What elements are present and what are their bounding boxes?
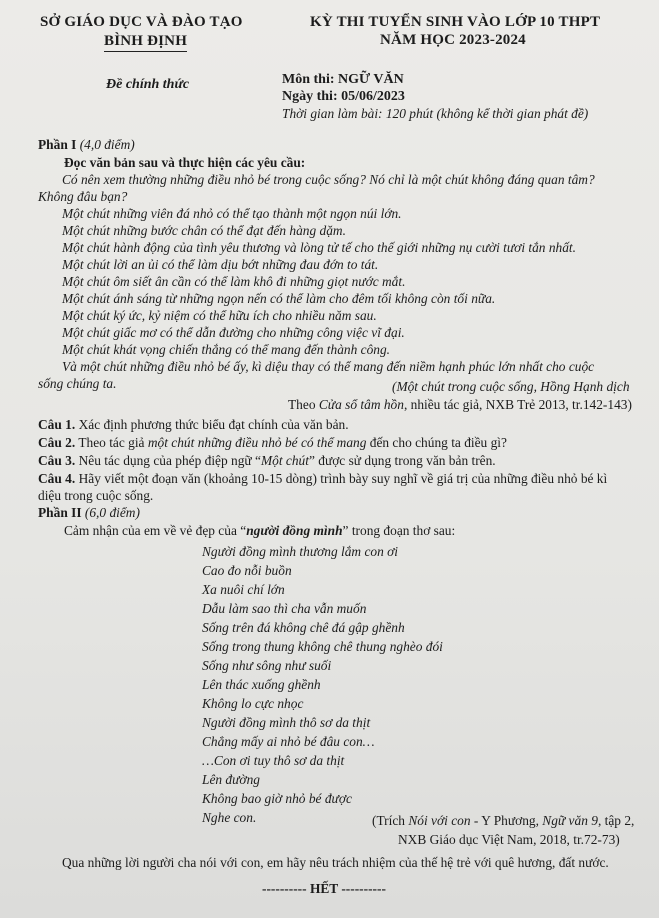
citation-book: Ngữ văn 9 [542, 813, 598, 828]
passage-line: Một chút những viên đá nhỏ có thể tạo thành một ngọn núi lớn. [62, 206, 402, 221]
question-text: Theo tác giả [78, 435, 148, 450]
part2-title: Phần II [38, 505, 82, 520]
source-details: , nhiều tác giả, NXB Trẻ 2013, tr.142-143) [403, 397, 632, 412]
part1-heading [38, 136, 135, 153]
exam-title: KỲ THI TUYỂN SINH VÀO LỚP 10 THPT [310, 14, 601, 30]
passage-line: Một chút hành động của tình yêu thương và lòng tử tế cho thế giới những nụ cười tươi tắn nhất. [62, 240, 576, 255]
question-label: Câu 2. [38, 435, 76, 450]
prompt-text: ” trong đoạn thơ sau: [342, 523, 456, 538]
subject-line: Môn thi: NGỮ VĂN [282, 72, 404, 87]
part1-instruction: Đọc văn bản sau và thực hiện các yêu cầu: [64, 155, 306, 170]
question-4 [38, 470, 607, 487]
poem-line: Người đồng mình thô sơ da thịt [202, 715, 371, 730]
part2-heading [38, 504, 140, 521]
poem-line: Nghe con. [202, 810, 257, 825]
passage-line: Một chút những bước chân có thể đạt đến hàng dặm. [62, 223, 346, 238]
citation-line-1 [372, 812, 634, 829]
question-text: ” được sử dụng trong văn bản trên. [308, 453, 496, 468]
passage-line: Một chút lời an ủi có thể làm dịu bớt những đau đớn to tát. [62, 257, 379, 272]
question-3 [38, 452, 496, 469]
question-text: đến cho chúng ta điều gì? [366, 435, 507, 450]
poem-line: Sống trên đá không chê đá gập ghềnh [202, 620, 405, 635]
poem-line: Sống như sông như suối [202, 658, 332, 673]
poem-line: Cao đo nỗi buồn [202, 563, 292, 578]
question-4-continued: diệu trong cuộc sống. [38, 488, 154, 503]
passage-end-1: Và một chút những điều nhỏ bé ấy, kì diệu thay có thể mang đến niềm hạnh phúc lớn nhất cho cuộc [62, 359, 595, 374]
official-label: Đề chính thức [106, 77, 190, 92]
question-emphasis: một chút những điều nhỏ bé có thể mang [147, 435, 367, 450]
passage-intro-1: Có nên xem thường những điều nhỏ bé trong cuộc sống? Nó chỉ là một chút không đáng quan tâm? [62, 172, 595, 187]
question-label: Câu 1. [38, 417, 76, 432]
passage-intro-2: Không đâu bạn? [38, 189, 128, 204]
prompt-emphasis: người đồng mình [246, 523, 343, 538]
passage-line: Một chút khát vọng chiến thắng có thể mang đến thành công. [62, 342, 390, 357]
citation-text: - Y Phương, [470, 813, 543, 828]
school-year: NĂM HỌC 2023-2024 [380, 32, 526, 48]
poem-line: Lên đường [202, 772, 260, 787]
citation-line-2: NXB Giáo dục Việt Nam, 2018, tr.72-73) [398, 832, 620, 847]
question-2 [38, 434, 507, 451]
citation-text: , tập 2, [597, 813, 635, 828]
poem-line: Xa nuôi chí lớn [202, 582, 285, 597]
poem-line: …Con ơi tuy thô sơ da thịt [202, 753, 345, 768]
passage-end-2: sống chúng ta. [38, 376, 117, 391]
final-question: Qua những lời người cha nói với con, em hãy nêu trách nhiệm của thế hệ trẻ với quê hương, đất nước. [62, 855, 609, 870]
poem-line: Dẫu làm sao thì cha vẫn muốn [202, 601, 367, 616]
department-line-1: SỞ GIÁO DỤC VÀ ĐÀO TẠO [40, 14, 243, 30]
poem-line: Không bao giờ nhỏ bé được [202, 791, 352, 806]
citation-title: Nói với con [408, 813, 471, 828]
question-label: Câu 4. [38, 471, 76, 486]
end-mark: ---------- HẾT ---------- [262, 881, 386, 896]
duration-line: Thời gian làm bài: 120 phút (không kể thời gian phát đề) [282, 106, 589, 121]
prompt-text: Cảm nhận của em về vẻ đẹp của “ [64, 523, 247, 538]
question-text: Nêu tác dụng của phép điệp ngữ “ [78, 453, 261, 468]
question-text: Hãy viết một đoạn văn (khoảng 10-15 dòng) trình bày suy nghĩ về giá trị của những điều nhỏ bé kì [78, 471, 608, 486]
question-emphasis: Một chút [260, 453, 309, 468]
question-label: Câu 3. [38, 453, 76, 468]
source-book-title: Cửa sổ tâm hồn [318, 397, 404, 412]
source-line-1: (Một chút trong cuộc sống, Hồng Hạnh dịch [392, 379, 630, 394]
poem-line: Chẳng mấy ai nhỏ bé đâu con… [202, 734, 375, 749]
source-prefix: Theo [288, 397, 319, 412]
part2-prompt [64, 522, 455, 539]
department-province: BÌNH ĐỊNH [104, 33, 187, 52]
citation-text: (Trích [372, 813, 409, 828]
question-1 [38, 416, 349, 433]
department-line-2 [104, 33, 187, 52]
poem-line: Không lo cực nhọc [202, 696, 304, 711]
part1-points: (4,0 điểm) [79, 137, 135, 152]
date-line: Ngày thi: 05/06/2023 [282, 89, 405, 104]
poem-line: Lên thác xuống ghềnh [202, 677, 321, 692]
poem-line: Người đồng mình thương lắm con ơi [202, 544, 398, 559]
question-text: Xác định phương thức biểu đạt chính của văn bản. [78, 417, 349, 432]
part2-points: (6,0 điểm) [84, 505, 140, 520]
poem-line: Sống trong thung không chê thung nghèo đói [202, 639, 443, 654]
source-line-2 [288, 396, 632, 413]
part1-title: Phần I [38, 137, 77, 152]
passage-line: Một chút giấc mơ có thể dẫn đường cho những công việc vĩ đại. [62, 325, 405, 340]
passage-line: Một chút ánh sáng từ những ngọn nến có thể làm cho đêm tối không còn tối nữa. [62, 291, 496, 306]
passage-line: Một chút ôm siết ân cần có thể làm khô đi những giọt nước mắt. [62, 274, 406, 289]
passage-line: Một chút ký ức, kỷ niệm có thể hữu ích cho nhiều năm sau. [62, 308, 377, 323]
